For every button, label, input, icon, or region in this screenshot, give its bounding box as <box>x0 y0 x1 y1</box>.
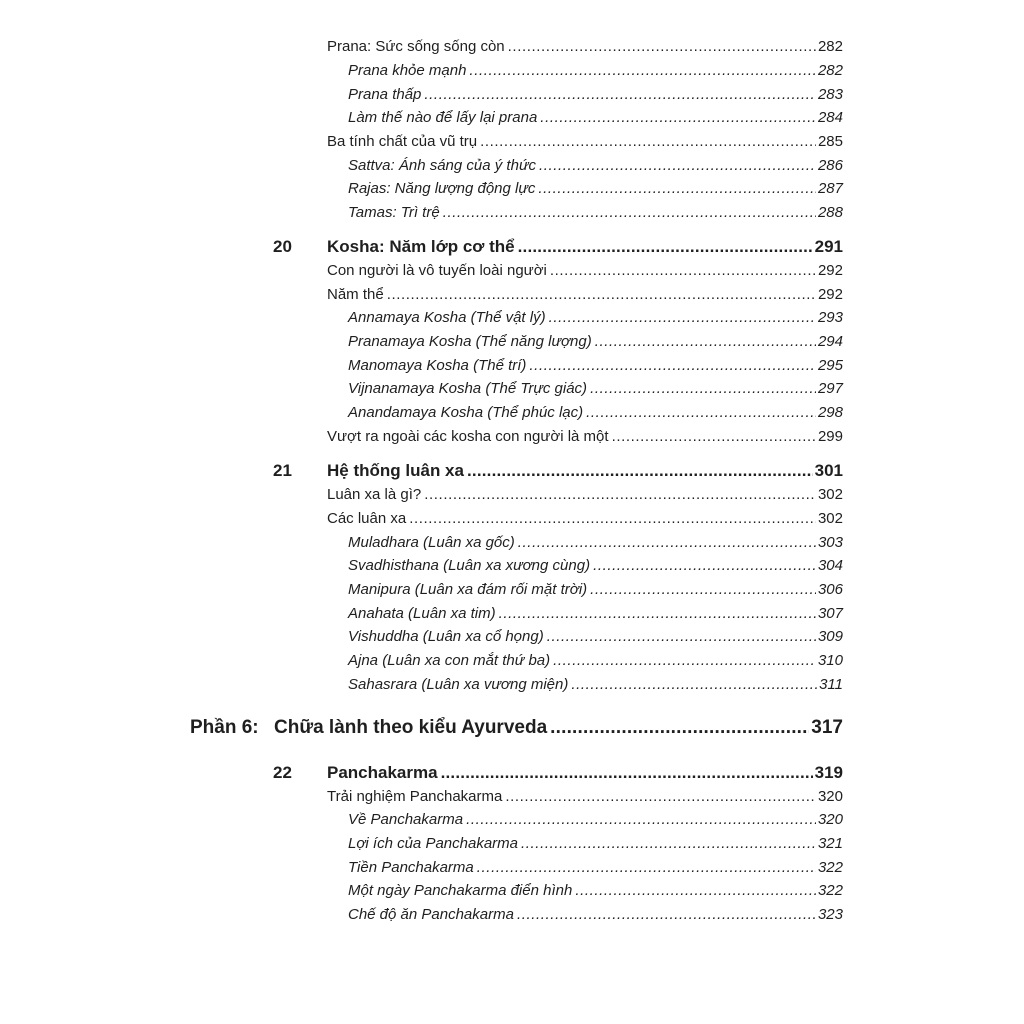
toc-entry-title: Tamas: Trì trệ <box>348 204 440 221</box>
toc-section-row[interactable] <box>327 510 843 527</box>
toc-entry-title: Tiền Panchakarma <box>348 859 474 876</box>
toc-page-number: 285 <box>817 133 843 150</box>
toc-page-number: 294 <box>817 333 843 350</box>
toc-part-row[interactable] <box>190 717 843 739</box>
toc-subsection-row[interactable] <box>348 676 843 693</box>
toc-page-number: 284 <box>817 109 843 126</box>
toc-page-number: 310 <box>817 652 843 669</box>
toc-page-number: 298 <box>817 404 843 421</box>
dot-leader <box>424 486 816 503</box>
toc-entry-title: Prana thấp <box>348 86 422 103</box>
toc-page-number: 292 <box>817 286 843 303</box>
toc-page-number: 286 <box>817 157 843 174</box>
dot-leader <box>467 461 813 481</box>
toc-section-row[interactable] <box>327 286 843 303</box>
toc-entry-title: Con người là vô tuyến loài người <box>327 262 547 279</box>
toc-section-row[interactable] <box>327 428 843 445</box>
dot-leader <box>547 628 816 645</box>
toc-entry-title: Năm thể <box>327 286 384 303</box>
dot-leader <box>424 86 816 103</box>
toc-entry-title: Manipura (Luân xa đám rối mặt trời) <box>348 581 588 598</box>
toc-entry-title: Vijnanamaya Kosha (Thể Trực giác) <box>348 380 588 397</box>
toc-page-number: 320 <box>817 811 843 828</box>
toc-subsection-row[interactable] <box>348 557 843 574</box>
dot-leader <box>508 38 816 55</box>
toc-entry-title: Một ngày Panchakarma điển hình <box>348 882 573 899</box>
toc-entry-title: Prana: Sức sống sống còn <box>327 38 505 55</box>
dot-leader <box>539 157 816 174</box>
dot-leader <box>480 133 816 150</box>
dot-leader <box>477 859 816 876</box>
toc-subsection-row[interactable] <box>348 62 843 79</box>
toc-subsection-row[interactable] <box>348 380 843 397</box>
dot-leader <box>499 605 816 622</box>
toc-subsection-row[interactable] <box>348 86 843 103</box>
toc-page-number: 304 <box>817 557 843 574</box>
toc-section-row[interactable] <box>327 486 843 503</box>
chapter-number: 21 <box>273 461 292 480</box>
toc-entry-title: Annamaya Kosha (Thể vật lý) <box>348 309 546 326</box>
part-number: Phần 6: <box>190 717 259 738</box>
toc-section-row[interactable] <box>327 788 843 805</box>
dot-leader <box>441 763 813 783</box>
toc-entry-title: Vượt ra ngoài các kosha con người là một <box>327 428 609 445</box>
toc-page-number: 311 <box>819 676 843 693</box>
toc-page-number: 291 <box>814 237 843 256</box>
toc-chapter-title: Panchakarma <box>327 763 438 782</box>
toc-entry-title: Vishuddha (Luân xa cổ họng) <box>348 628 544 645</box>
toc-entry-title: Lợi ích của Panchakarma <box>348 835 518 852</box>
toc-page-number: 317 <box>811 717 843 738</box>
dot-leader <box>575 882 816 899</box>
toc-entry-title: Ajna (Luân xa con mắt thứ ba) <box>348 652 551 669</box>
toc-subsection-row[interactable] <box>348 811 843 828</box>
toc-section-row[interactable] <box>327 262 843 279</box>
toc-entry-title: Các luân xa <box>327 510 407 527</box>
toc-entry-title: Trải nghiệm Panchakarma <box>327 788 503 805</box>
dot-leader <box>517 906 816 923</box>
dot-leader <box>518 534 816 551</box>
chapter-number: 22 <box>273 763 292 782</box>
toc-subsection-row[interactable] <box>348 109 843 126</box>
dot-leader <box>595 333 816 350</box>
dot-leader <box>387 286 816 303</box>
toc-entry-title: Anandamaya Kosha (Thể phúc lạc) <box>348 404 584 421</box>
toc-section-row[interactable] <box>327 133 843 150</box>
toc-page-number: 301 <box>814 461 843 480</box>
toc-entry-title: Prana khỏe mạnh <box>348 62 467 79</box>
toc-page-number: 323 <box>817 906 843 923</box>
toc-page-number: 320 <box>817 788 843 805</box>
dot-leader <box>409 510 816 527</box>
toc-page-number: 303 <box>817 534 843 551</box>
toc-subsection-row[interactable] <box>348 404 843 421</box>
dot-leader <box>443 204 816 221</box>
dot-leader <box>550 262 816 279</box>
toc-entry-title: Pranamaya Kosha (Thể năng lượng) <box>348 333 592 350</box>
dot-leader <box>590 380 816 397</box>
toc-subsection-row[interactable] <box>348 204 843 221</box>
toc-entry-title: Muladhara (Luân xa gốc) <box>348 534 515 551</box>
toc-entry-title: Làm thế nào để lấy lại prana <box>348 109 538 126</box>
toc-page-number: 282 <box>817 38 843 55</box>
toc-entry-title: Anahata (Luân xa tim) <box>348 605 496 622</box>
toc-page-number: 288 <box>817 204 843 221</box>
dot-leader <box>553 652 816 669</box>
dot-leader <box>540 109 816 126</box>
toc-page-number: 322 <box>817 859 843 876</box>
toc-subsection-row[interactable] <box>348 652 843 669</box>
dot-leader <box>590 581 816 598</box>
toc-entry-title: Svadhisthana (Luân xa xương cùng) <box>348 557 591 574</box>
toc-chapter-row[interactable] <box>273 763 843 783</box>
toc-subsection-row[interactable] <box>348 859 843 876</box>
toc-page-number: 309 <box>817 628 843 645</box>
dot-leader <box>586 404 816 421</box>
toc-subsection-row[interactable] <box>348 882 843 899</box>
toc-page-number: 292 <box>817 262 843 279</box>
toc-entry-title: Sahasrara (Luân xa vương miện) <box>348 676 569 693</box>
toc-subsection-row[interactable] <box>348 835 843 852</box>
toc-subsection-row[interactable] <box>348 357 843 374</box>
toc-page-number: 283 <box>817 86 843 103</box>
dot-leader <box>466 811 816 828</box>
chapter-number: 20 <box>273 237 292 256</box>
toc-page-number: 295 <box>817 357 843 374</box>
toc-part-title: Chữa lành theo kiểu Ayurveda <box>274 717 548 738</box>
toc-chapter-title: Kosha: Năm lớp cơ thể <box>327 237 515 256</box>
toc-subsection-row[interactable] <box>348 309 843 326</box>
toc-page-number: 293 <box>817 309 843 326</box>
toc-entry-title: Về Panchakarma <box>348 811 464 828</box>
toc-page-number: 306 <box>817 581 843 598</box>
toc-entry-title: Ba tính chất của vũ trụ <box>327 133 478 150</box>
toc-chapter-row[interactable] <box>273 461 843 481</box>
toc-chapter-title: Hệ thống luân xa <box>327 461 464 480</box>
toc-page-number: 319 <box>814 763 843 782</box>
toc-entry-title: Chế độ ăn Panchakarma <box>348 906 514 923</box>
dot-leader <box>469 62 816 79</box>
toc-subsection-row[interactable] <box>348 534 843 551</box>
dot-leader <box>550 717 809 739</box>
toc-page-number: 287 <box>817 180 843 197</box>
dot-leader <box>505 788 816 805</box>
toc-subsection-row[interactable] <box>348 906 843 923</box>
toc-page-number: 282 <box>817 62 843 79</box>
dot-leader <box>521 835 816 852</box>
toc-page-number: 302 <box>817 510 843 527</box>
dot-leader <box>612 428 816 445</box>
dot-leader <box>549 309 816 326</box>
dot-leader <box>593 557 816 574</box>
toc-page-number: 322 <box>817 882 843 899</box>
toc-page-number: 302 <box>817 486 843 503</box>
toc-subsection-row[interactable] <box>348 180 843 197</box>
toc-page-number: 297 <box>817 380 843 397</box>
toc-chapter-row[interactable] <box>273 237 843 257</box>
toc-subsection-row[interactable] <box>348 157 843 174</box>
dot-leader <box>518 237 813 257</box>
toc-entry-title: Luân xa là gì? <box>327 486 422 503</box>
toc-entry-title: Rajas: Năng lượng động lực <box>348 180 536 197</box>
dot-leader <box>529 357 816 374</box>
toc-entry-title: Manomaya Kosha (Thể trí) <box>348 357 527 374</box>
toc-entry-title: Sattva: Ánh sáng của ý thức <box>348 157 536 174</box>
toc-subsection-row[interactable] <box>348 605 843 622</box>
toc-subsection-row[interactable] <box>348 333 843 350</box>
toc-section-row[interactable] <box>327 38 843 55</box>
dot-leader <box>571 676 817 693</box>
dot-leader <box>538 180 816 197</box>
toc-page-number: 307 <box>817 605 843 622</box>
toc-subsection-row[interactable] <box>348 628 843 645</box>
toc-page-number: 321 <box>817 835 843 852</box>
toc-page-number: 299 <box>817 428 843 445</box>
toc-subsection-row[interactable] <box>348 581 843 598</box>
